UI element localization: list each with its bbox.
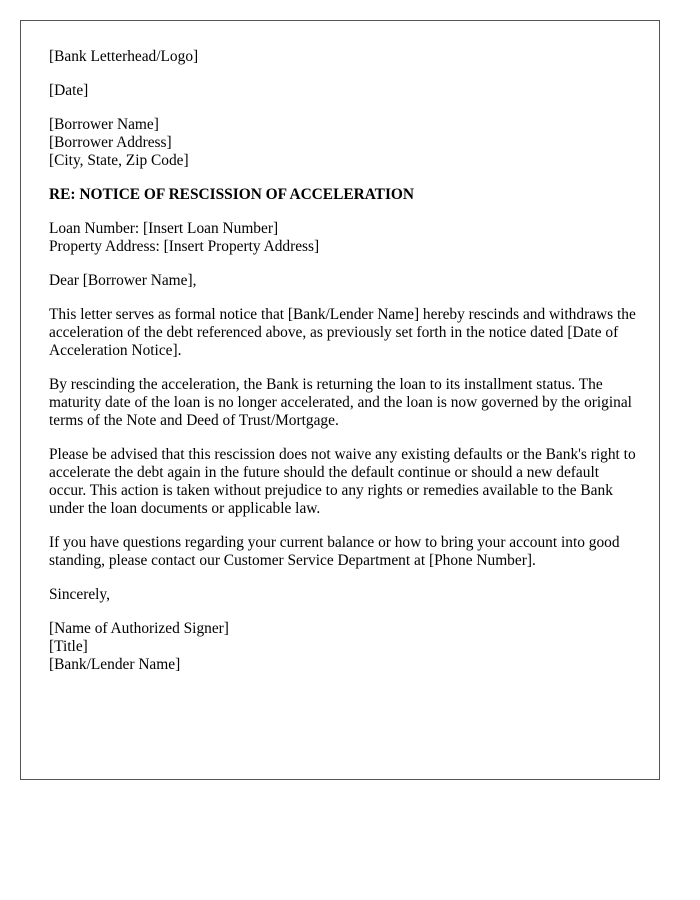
- signer-name: [Name of Authorized Signer]: [49, 620, 229, 637]
- loan-number: Loan Number: [Insert Loan Number]: [49, 220, 279, 237]
- letter-body: [49, 48, 639, 690]
- signer-title: [Title]: [49, 638, 88, 655]
- paragraph-contact: If you have questions regarding your current balance or how to bring your account into good standing, please contact our Customer Service Department at [Phone Number].: [49, 534, 620, 569]
- closing-block: [49, 586, 639, 604]
- closing: Sincerely,: [49, 586, 110, 603]
- recipient-city-state-zip: [City, State, Zip Code]: [49, 152, 189, 169]
- date-text: [Date]: [49, 82, 89, 99]
- paragraph-no-waiver: Please be advised that this rescission does not waive any existing defaults or the Bank's right to accelerate the debt again in the future should the default continue or should a new default occur. This action is taken without prejudice to any rights or remedies available to the Bank under the loan documents or applicable law.: [49, 446, 636, 517]
- letterhead-placeholder: [49, 48, 639, 66]
- letter-page: [20, 20, 660, 780]
- loan-reference-block: [49, 220, 639, 256]
- paragraph-installment-status: By rescinding the acceleration, the Bank is returning the loan to its installment status. The maturity date of the loan is no longer accelerated, and the loan is now governed by the original terms of the Note and Deed of Trust/Mortgage.: [49, 376, 632, 429]
- property-address: Property Address: [Insert Property Address]: [49, 238, 320, 255]
- subject-block: [49, 186, 639, 204]
- recipient-address: [Borrower Address]: [49, 134, 172, 151]
- signer-company: [Bank/Lender Name]: [49, 656, 181, 673]
- date-block: [49, 82, 639, 100]
- paragraph-notice: This letter serves as formal notice that [Bank/Lender Name] hereby rescinds and withdraws the acceleration of the debt referenced above, as previously set forth in the notice dated [Date of Acceleration Notice].: [49, 306, 636, 359]
- salutation: Dear [Borrower Name],: [49, 272, 197, 289]
- letterhead-text: [Bank Letterhead/Logo]: [49, 48, 199, 65]
- subject-line: RE: NOTICE OF RESCISSION OF ACCELERATION: [49, 186, 415, 203]
- recipient-address-block: [49, 116, 639, 170]
- salutation-block: [49, 272, 639, 290]
- signature-block: [49, 620, 639, 674]
- recipient-name: [Borrower Name]: [49, 116, 159, 133]
